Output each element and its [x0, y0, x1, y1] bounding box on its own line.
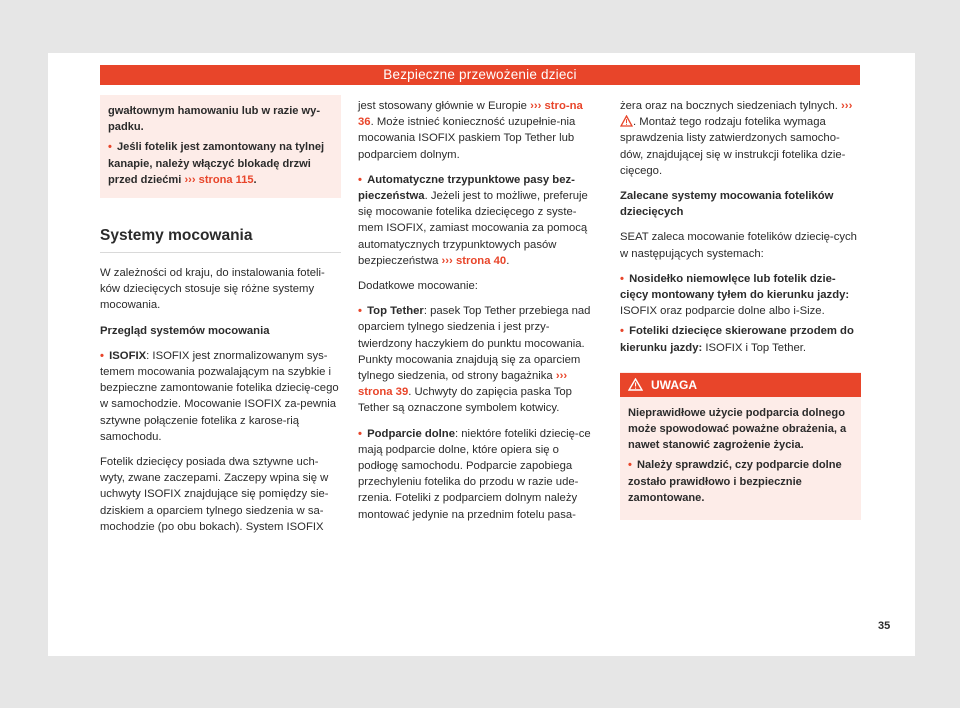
paragraph: SEAT zaleca mocowanie fotelików dziecię-cych w następujących systemach:: [620, 231, 857, 260]
reference-arrow: ›››: [530, 100, 542, 112]
subheading: Zalecane systemy mocowania fotelików dziecięcych: [620, 190, 834, 219]
paragraph: żera oraz na bocznych siedzeniach tylnych. ››› . Montaż tego rodzaju fotelika wymaga sprawdzenia listy zatwierdzonych samocho-dów, znajdującej się w instrukcji fotelika dzie-cięcego.: [620, 100, 853, 177]
reference-arrow: ›››: [841, 100, 853, 112]
column-2: [358, 98, 599, 532]
reference-arrow: ›››: [441, 254, 453, 267]
column-1: [100, 95, 341, 544]
subheading: Przegląd systemów mocowania: [100, 324, 270, 337]
page-reference-link[interactable]: strona 39: [358, 386, 409, 399]
bullet-icon: •: [100, 349, 104, 362]
section-title: Systemy mocowania: [100, 226, 341, 253]
paragraph: jest stosowany głównie w Europie ››› stro-na 36. Może istnieć konieczność uzupełnie-nia mocowania ISOFIX paskiem Top Tether lub podparciem dolnym.: [358, 100, 583, 161]
page-header: Bezpieczne przewożenie dzieci: [100, 65, 860, 85]
warning-bullet: • Należy sprawdzić, czy podparcie dolne zostało prawidłowo i bezpiecznie zamontowane.: [628, 459, 842, 504]
bullet-icon: •: [358, 427, 362, 440]
bullet-support-leg: • Podparcie dolne: niektóre foteliki dziecię-ce mają podparcie dolne, które opiera się o podłogę samochodu. Podparcie zapobiega przechyleniu fotelika do przodu w razie ude-rzenia. Foteliki z podparciem dolnym należy montować jedynie na przednim fotelu pasa-: [358, 427, 591, 521]
warning-header: [620, 373, 861, 397]
reference-arrow: ›››: [184, 173, 196, 186]
child-lock-box: [100, 95, 341, 198]
warning-title: UWAGA: [651, 377, 697, 392]
bullet-icon: •: [358, 173, 362, 186]
page-reference-link[interactable]: stro-na 36: [358, 100, 583, 129]
paragraph: W zależności od kraju, do instalowania foteli-ków dziecięcych stosuje się różne systemy mocowania.: [100, 267, 325, 312]
reference-arrow: ›››: [555, 370, 568, 383]
bullet-three-point-belts: • Automatyczne trzypunktowe pasy bez-pieczeństwa. Jeżeli jest to możliwe, preferuje się mocowanie fotelika dziecięcego z syste-mem ISOFIX, zamiast mocowania za pomocą automatycznych trzypunktowych pasów bezpieczeństwa ››› strona 40.: [358, 173, 588, 267]
warning-box: [620, 372, 861, 520]
bullet-icon: •: [620, 325, 624, 338]
bullet-icon: •: [628, 459, 632, 472]
bullet-rear-facing: • Nosidełko niemowlęce lub fotelik dzie-cięcy montowany tyłem do kierunku jazdy: ISOFIX oraz podparcie dolne albo i-Size.: [620, 272, 850, 318]
warning-body: [620, 397, 861, 520]
bullet-icon: •: [108, 141, 112, 154]
bullet-forward-facing: • Foteliki dziecięce skierowane przodem do kierunku jazdy: ISOFIX i Top Tether.: [620, 325, 854, 354]
bullet-icon: •: [620, 272, 624, 285]
bullet-isofix: • ISOFIX: ISOFIX jest znormalizowanym sys-temem mocowania pozwalającym na szybkie i bezpieczne zamontowanie fotelika dziecię-cego w samochodzie. Mocowanie ISOFIX za-pewnia sztywne połączenie fotelika z karose-rią samochodu.: [100, 349, 339, 443]
warning-triangle-icon[interactable]: [620, 115, 633, 127]
paragraph: Dodatkowe mocowanie:: [358, 280, 478, 293]
box-intro: gwałtownym hamowaniu lub w razie wy-padku.: [108, 105, 321, 134]
page-reference-link[interactable]: strona 40: [455, 254, 507, 267]
column-3: [620, 98, 861, 520]
paragraph: Fotelik dziecięcy posiada dwa sztywne uch-wyty, zwane zaczepami. Zaczepy wpina się w uchwyty ISOFIX znajdujące się pomiędzy sie-dziskiem a oparciem tylnego siedzenia w sa-mochodzie (po obu bokach). System ISOFIX: [100, 456, 329, 533]
bullet-icon: •: [358, 305, 362, 318]
warning-text: Nieprawidłowe użycie podparcia dolnego może spowodować poważne obrażenia, a nawet stanowić zagrożenie życia.: [628, 406, 847, 452]
warning-icon: [628, 378, 643, 391]
page-number: 35: [878, 620, 891, 632]
box-bullet: • Jeśli fotelik jest zamontowany na tylnej kanapie, należy włączyć blokadę drzwi przed dziećmi ››› strona 115.: [108, 141, 325, 186]
page-reference-link[interactable]: strona 115: [198, 173, 254, 186]
bullet-top-tether: • Top Tether: pasek Top Tether przebiega nad oparciem tylnego siedzenia i jest przy-twierdzony haczykiem do punktu mocowania. Punkty mocowania znajdują się za oparciem tylnego siedzenia, od strony bagażnika ››› strona 39. Uchwyty do zapięcia paska Top Tether są oznaczone symbolem kotwicy.: [358, 305, 591, 415]
